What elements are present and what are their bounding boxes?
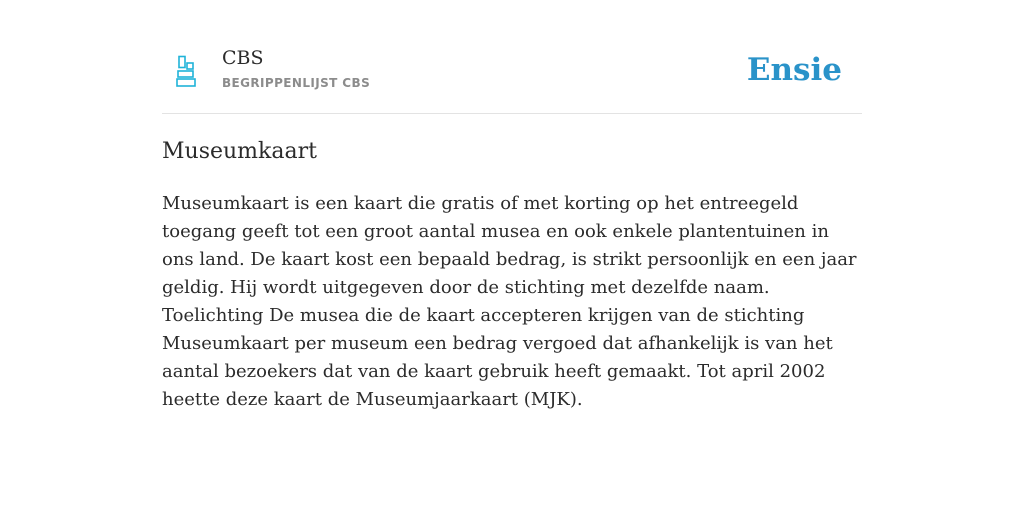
term-title: Museumkaart xyxy=(162,139,317,164)
cbs-logo-icon xyxy=(174,55,198,89)
source-title: CBS xyxy=(222,47,264,69)
ensie-brand-link[interactable]: Ensie xyxy=(746,52,842,88)
source-subtitle: BEGRIPPENLIJST CBS xyxy=(222,76,371,90)
term-definition: Museumkaart is een kaart die gratis of met korting op het entreegeld toegang geeft tot een groot aantal musea en ook enkele plantentuinen in ons land. De kaart kost een bepaald bedrag, is strikt persoonlijk en een jaar geldig. Hij wordt uitgegeven door de stichting met dezelfde naam. Toelichting De musea die de kaart accepteren krijgen van de stichting Museumkaart per museum een bedrag vergoed dat afhankelijk is van het aantal bezoekers dat van de kaart gebruik heeft gemaakt. Tot april 2002 heette deze kaart de Museumjaarkaart (MJK). xyxy=(162,193,857,410)
page-header xyxy=(162,0,862,114)
